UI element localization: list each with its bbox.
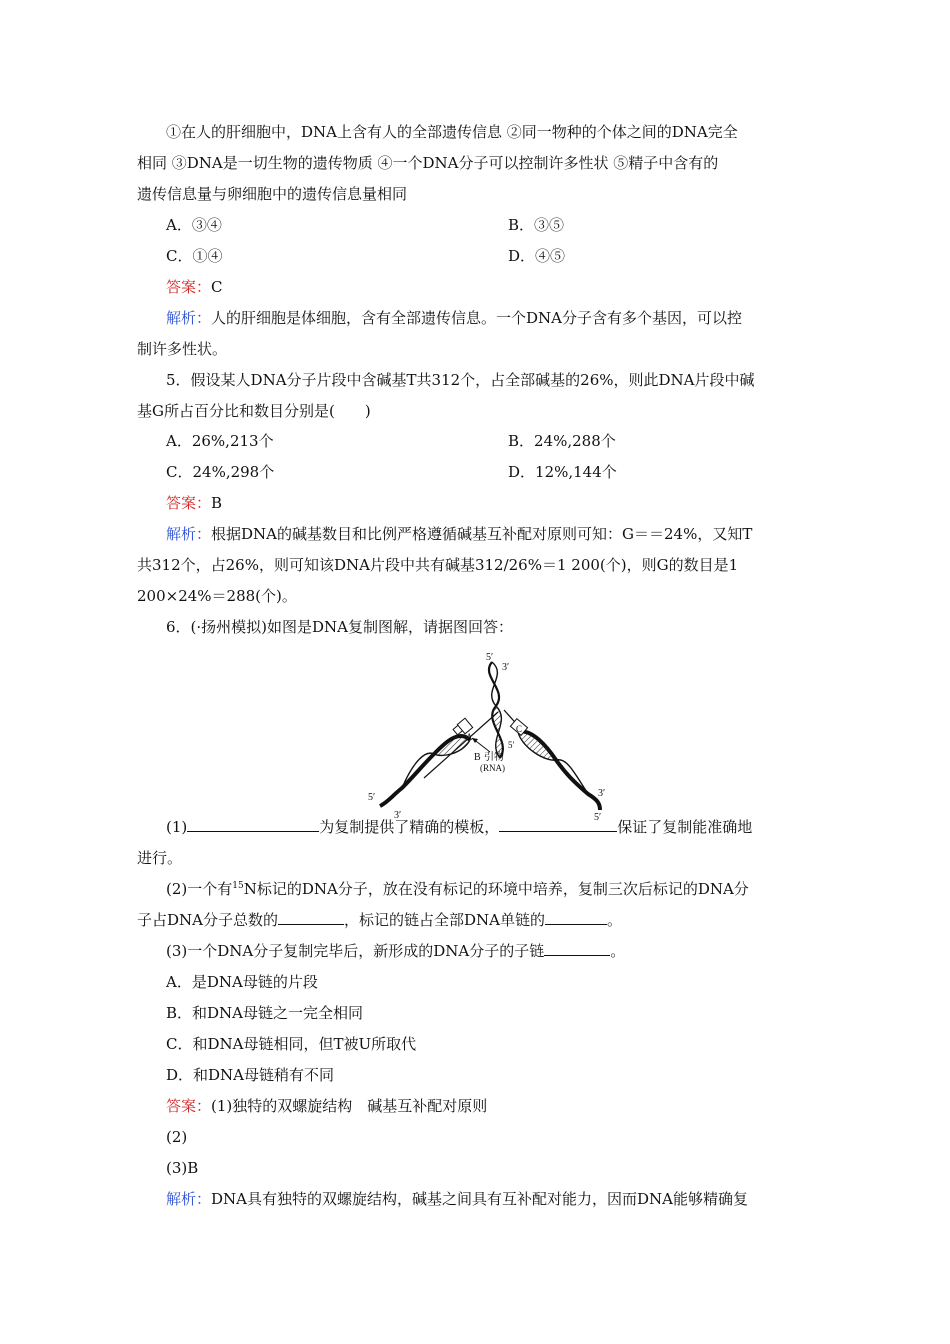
q6-part2-line-1 xyxy=(166,879,749,899)
q6-analysis-line-1 xyxy=(166,1189,748,1209)
answer-blank xyxy=(544,941,610,956)
answer-blank xyxy=(499,817,617,832)
q6-option-b: B．和DNA母链之一完全相同 xyxy=(166,1004,364,1022)
q5-option-d: D．12%,144个 xyxy=(508,463,617,481)
q6-answer-line-3: (3)B xyxy=(166,1159,199,1177)
analysis-label: 解析： xyxy=(166,309,212,327)
q6-option-d: D．和DNA母链稍有不同 xyxy=(166,1066,335,1084)
q5-analysis-line-3: 200×24%＝288(个)。 xyxy=(137,587,297,605)
q6-part1-line-2: 进行。 xyxy=(137,849,183,867)
label-primer: 引物 xyxy=(484,752,504,763)
q4-stem-line-1: ①在人的肝细胞中，DNA上含有人的全部遗传信息 ②同一物种的个体之间的DNA完全 xyxy=(166,123,738,141)
label-b: B xyxy=(474,752,481,763)
label-left-3: 3′ xyxy=(394,810,402,821)
label-top-5: 5′ xyxy=(486,652,494,663)
label-a: A xyxy=(466,732,473,742)
isotope-superscript: 15 xyxy=(232,881,244,891)
q5-stem-line-2: 基G所占百分比和数目分别是( ) xyxy=(137,402,371,420)
q4-option-a: A．③④ xyxy=(166,216,222,234)
dna-replication-diagram xyxy=(362,650,624,822)
part1-mid: 为复制提供了精确的模板， xyxy=(319,818,500,836)
label-right-3: 3′ xyxy=(598,788,606,799)
part2-a: 子占DNA分子总数的 xyxy=(137,911,278,929)
q5-option-c: C．24%,298个 xyxy=(166,463,275,481)
answer-value: B xyxy=(211,494,223,512)
label-left-5: 5′ xyxy=(368,792,376,803)
q4-option-b: B．③⑤ xyxy=(508,216,565,234)
q4-answer xyxy=(166,277,223,297)
analysis-label: 解析： xyxy=(166,1190,212,1208)
label-mid-5: 5′ xyxy=(508,740,515,750)
answer-value: C xyxy=(211,278,223,296)
q6-part1-line-1 xyxy=(166,817,752,837)
q4-option-c: C．①④ xyxy=(166,247,223,265)
q6-option-c: C．和DNA母链相同，但T被U所取代 xyxy=(166,1035,417,1053)
parent-helix xyxy=(489,662,503,758)
q6-stem: 6．(·扬州模拟)如图是DNA复制图解，请据图回答： xyxy=(166,618,514,636)
q5-analysis-line-2: 共312个，占26%，则可知该DNA片段中共有碱基312/26%＝1 200(个)，则G的数目是1 xyxy=(137,556,739,574)
label-c: C xyxy=(516,724,523,734)
answer-blank xyxy=(545,910,607,925)
q4-analysis-line-2: 制许多性状。 xyxy=(137,340,228,358)
q5-answer xyxy=(166,493,222,513)
part2-c: 。 xyxy=(607,911,623,929)
part2-post: N标记的DNA分子，放在没有标记的环境中培养，复制三次后标记的DNA分 xyxy=(243,880,749,898)
answer-label: 答案： xyxy=(166,1097,212,1115)
q4-option-d: D．④⑤ xyxy=(508,247,566,265)
q6-part2-line-2 xyxy=(137,910,622,930)
q4-stem-line-3: 遗传信息量与卵细胞中的遗传信息量相同 xyxy=(137,185,408,203)
part2-pre: (2)一个有 xyxy=(166,880,233,898)
q5-analysis-line-1 xyxy=(166,524,752,544)
q6-answer-line-2: (2) xyxy=(166,1128,188,1146)
part3-end: 。 xyxy=(610,942,626,960)
q5-option-a: A．26%,213个 xyxy=(166,432,274,450)
label-rna: (RNA) xyxy=(480,763,505,773)
analysis-text: DNA具有独特的双螺旋结构，碱基之间具有互补配对能力，因而DNA能够精确复 xyxy=(211,1190,748,1208)
label-right-5: 5′ xyxy=(594,812,602,822)
part2-b: ，标记的链占全部DNA单链的 xyxy=(344,911,545,929)
part1-label: (1) xyxy=(166,818,188,836)
label-top-3: 3′ xyxy=(502,662,510,673)
q6-option-a: A．是DNA母链的片段 xyxy=(166,973,318,991)
analysis-text: 人的肝细胞是体细胞，含有全部遗传信息。一个DNA分子含有多个基因，可以控 xyxy=(211,309,743,327)
q6-answer-line-1 xyxy=(166,1096,487,1116)
answer-label: 答案： xyxy=(166,278,212,296)
analysis-label: 解析： xyxy=(166,525,212,543)
answer-blank xyxy=(187,817,319,832)
answer-label: 答案： xyxy=(166,494,212,512)
part1-end: 保证了复制能准确地 xyxy=(617,818,753,836)
answer-blank xyxy=(278,910,344,925)
analysis-text: 根据DNA的碱基数目和比例严格遵循碱基互补配对原则可知：G＝＝24%，又知T xyxy=(211,525,753,543)
answer-part1: (1)独特的双螺旋结构 碱基互补配对原则 xyxy=(211,1097,488,1115)
q4-stem-line-2: 相同 ③DNA是一切生物的遗传物质 ④一个DNA分子可以控制许多性状 ⑤精子中含有的 xyxy=(137,154,719,172)
part3-text: (3)一个DNA分子复制完毕后，新形成的DNA分子的子链 xyxy=(166,942,545,960)
q6-part3 xyxy=(166,941,625,961)
q5-stem-line-1: 5．假设某人DNA分子片段中含碱基T共312个，占全部碱基的26%，则此DNA片段中碱 xyxy=(166,371,755,389)
q4-analysis-line-1 xyxy=(166,308,742,328)
q5-option-b: B．24%,288个 xyxy=(508,432,616,450)
